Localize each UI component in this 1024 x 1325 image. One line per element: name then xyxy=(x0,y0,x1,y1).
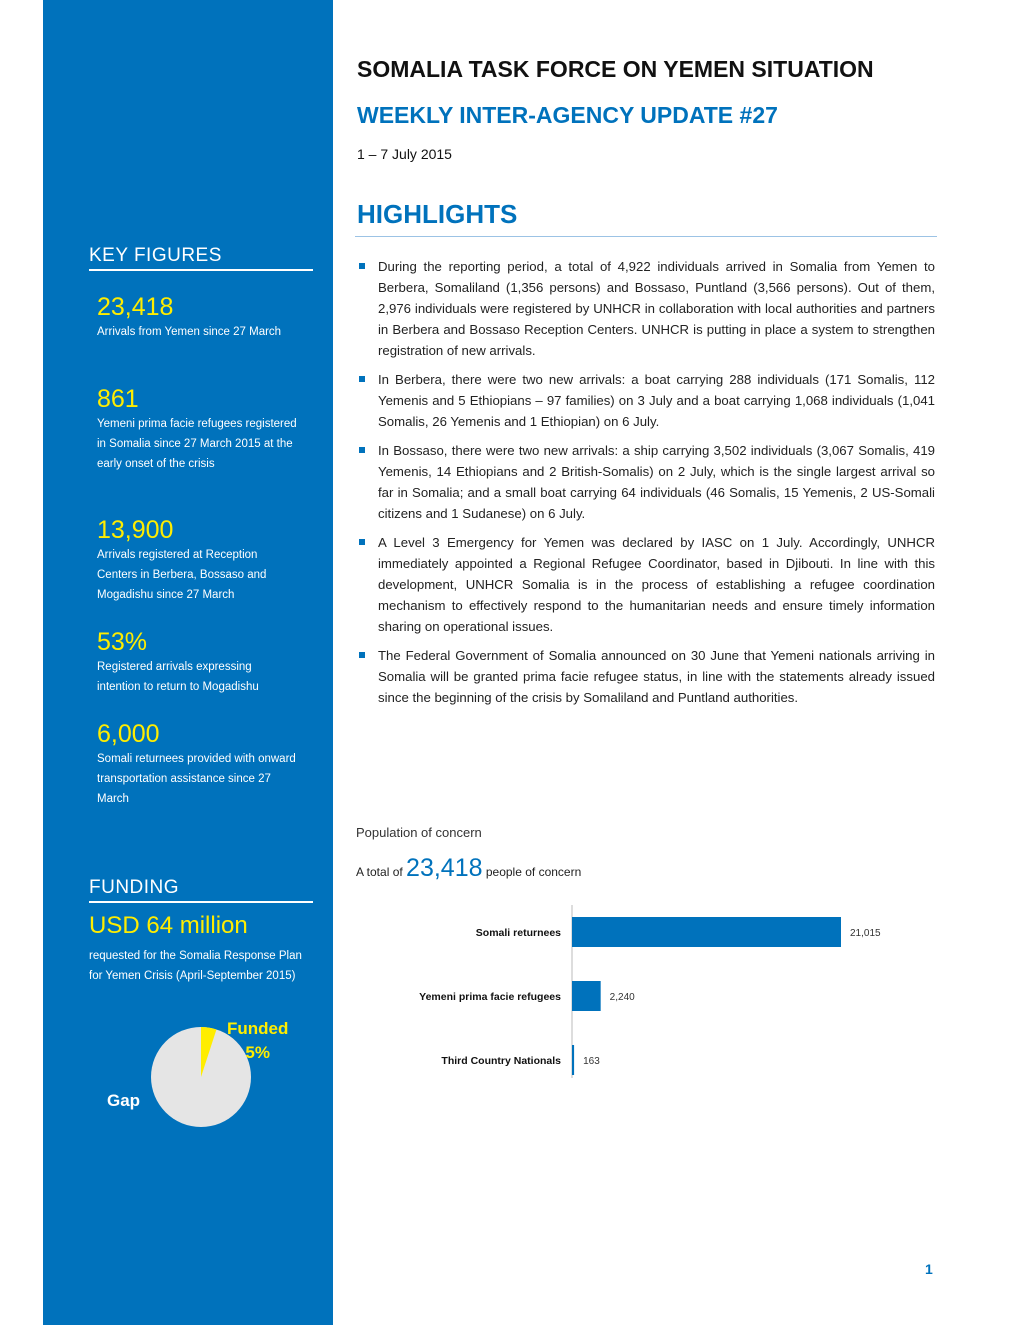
pie-funded-text: Funded xyxy=(227,1019,289,1038)
highlight-text: The Federal Government of Somalia announced on 30 June that Yemeni nationals arriving in Somalia will be granted prima facie refugee status, in line with the statements already issued since the beginning of the crisis by Somaliland and Puntland authorities. xyxy=(378,648,935,705)
population-total xyxy=(356,854,581,883)
sidebar xyxy=(43,0,333,1325)
highlight-text: In Berbera, there were two new arrivals: a boat carrying 288 individuals (171 Somalis, 112 Yemenis and 5 Ethiopians – 97 families) on 3 July and a boat carrying 1,068 individuals (1,041 Somalis, 26 Yemenis and 1 Ethiopian) on 6 July. xyxy=(378,372,935,429)
page-title: SOMALIA TASK FORCE ON YEMEN SITUATION xyxy=(357,56,874,82)
highlights-title: HIGHLIGHTS xyxy=(357,199,518,229)
data-label: 2,240 xyxy=(609,992,635,1003)
bullet-icon xyxy=(359,539,365,545)
data-label: 21,015 xyxy=(850,928,881,939)
highlight-text: A Level 3 Emergency for Yemen was declared by IASC on 1 July. Accordingly, UNHCR immediately appointed a Regional Refugee Coordinator, based in Djibouti. In line with this development, UNHCR Somalia is in the process of establishing a refugee coordination mechanism to effectively respond to the humanitarian needs and ensure timely information sharing on operational issues. xyxy=(378,535,935,634)
highlight-item xyxy=(357,440,935,524)
key-figure-refugees xyxy=(97,384,297,474)
data-label: 163 xyxy=(583,1056,600,1067)
category-label: Third Country Nationals xyxy=(441,1055,561,1067)
bar xyxy=(572,981,601,1011)
category-label: Somali returnees xyxy=(475,927,561,939)
pie-funded-label xyxy=(227,1017,288,1065)
highlights-divider xyxy=(355,236,937,237)
funding-label: requested for the Somalia Response Plan for Yemen Crisis (April-September 2015) xyxy=(89,950,302,982)
bullet-icon xyxy=(359,652,365,658)
pie-gap-label: Gap xyxy=(107,1091,141,1110)
bullet-icon xyxy=(359,263,365,269)
key-figure-label: Arrivals registered at Reception Centers in Berbera, Bossaso and Mogadishu since 27 March xyxy=(97,549,267,601)
key-figure-label: Arrivals from Yemen since 27 March xyxy=(97,326,282,338)
funding-title: FUNDING xyxy=(89,877,313,903)
key-figure-value: 6,000 xyxy=(97,720,160,748)
highlight-text: In Bossaso, there were two new arrivals: a ship carrying 3,502 individuals (3,067 Somalis, 419 Yemenis, 14 Ethiopians and 2 British-Somalis) on 2 July, which is the single largest arrival so far in Somalia; and a small boat carrying 64 individuals (46 Somalis, 15 Yemenis, 2 US-Somali citizens and 1 Sudanese) on 6 July. xyxy=(378,443,935,521)
highlights-list xyxy=(357,256,935,716)
total-prefix: A total of xyxy=(356,865,403,879)
bullet-icon xyxy=(359,376,365,382)
bar xyxy=(572,917,841,947)
population-of-concern-label: Population of concern xyxy=(356,825,482,840)
highlight-text: During the reporting period, a total of 4,922 individuals arrived in Somalia from Yemen to Berbera, Somaliland (1,356 persons) and Bossaso, Puntland (3,566 persons). Out of them, 2,976 individuals were registered by UNHCR in collaboration with local authorities and partners in Berbera and Bossaso Reception Centers. UNHCR is putting in place a system to strengthen registration of new arrivals. xyxy=(378,259,935,358)
key-figure-arrivals xyxy=(97,292,297,342)
key-figure-value: 861 xyxy=(97,385,139,413)
pie-funded-percent: 5% xyxy=(245,1043,270,1062)
key-figure-value: 53% xyxy=(97,628,148,656)
population-bar-chart xyxy=(356,900,936,1090)
highlight-item xyxy=(357,256,935,361)
total-value: 23,418 xyxy=(406,854,483,882)
bullet-icon xyxy=(359,447,365,453)
chart-marks xyxy=(419,905,881,1078)
highlight-item xyxy=(357,645,935,708)
key-figures-title: KEY FIGURES xyxy=(89,245,313,271)
highlight-item xyxy=(357,532,935,637)
bar xyxy=(572,1045,574,1075)
report-date: 1 – 7 July 2015 xyxy=(357,146,452,162)
key-figure-label: Registered arrivals expressing intention to return to Mogadishu xyxy=(97,661,259,693)
key-figure-value: 13,900 xyxy=(97,516,174,544)
key-figure-return-intention xyxy=(97,627,297,697)
funding-value: USD 64 million xyxy=(89,912,248,939)
key-figure-label: Somali returnees provided with onward transportation assistance since 27 March xyxy=(97,753,296,805)
key-figure-value: 23,418 xyxy=(97,293,174,321)
page-number: 1 xyxy=(925,1261,933,1277)
key-figure-transport xyxy=(97,719,297,809)
category-label: Yemeni prima facie refugees xyxy=(419,991,561,1003)
page-subtitle: WEEKLY INTER-AGENCY UPDATE #27 xyxy=(357,102,778,128)
key-figure-registered xyxy=(97,515,297,605)
key-figure-label: Yemeni prima facie refugees registered in Somalia since 27 March 2015 at the early onset of the crisis xyxy=(97,418,297,470)
highlight-item xyxy=(357,369,935,432)
total-suffix: people of concern xyxy=(485,865,582,879)
